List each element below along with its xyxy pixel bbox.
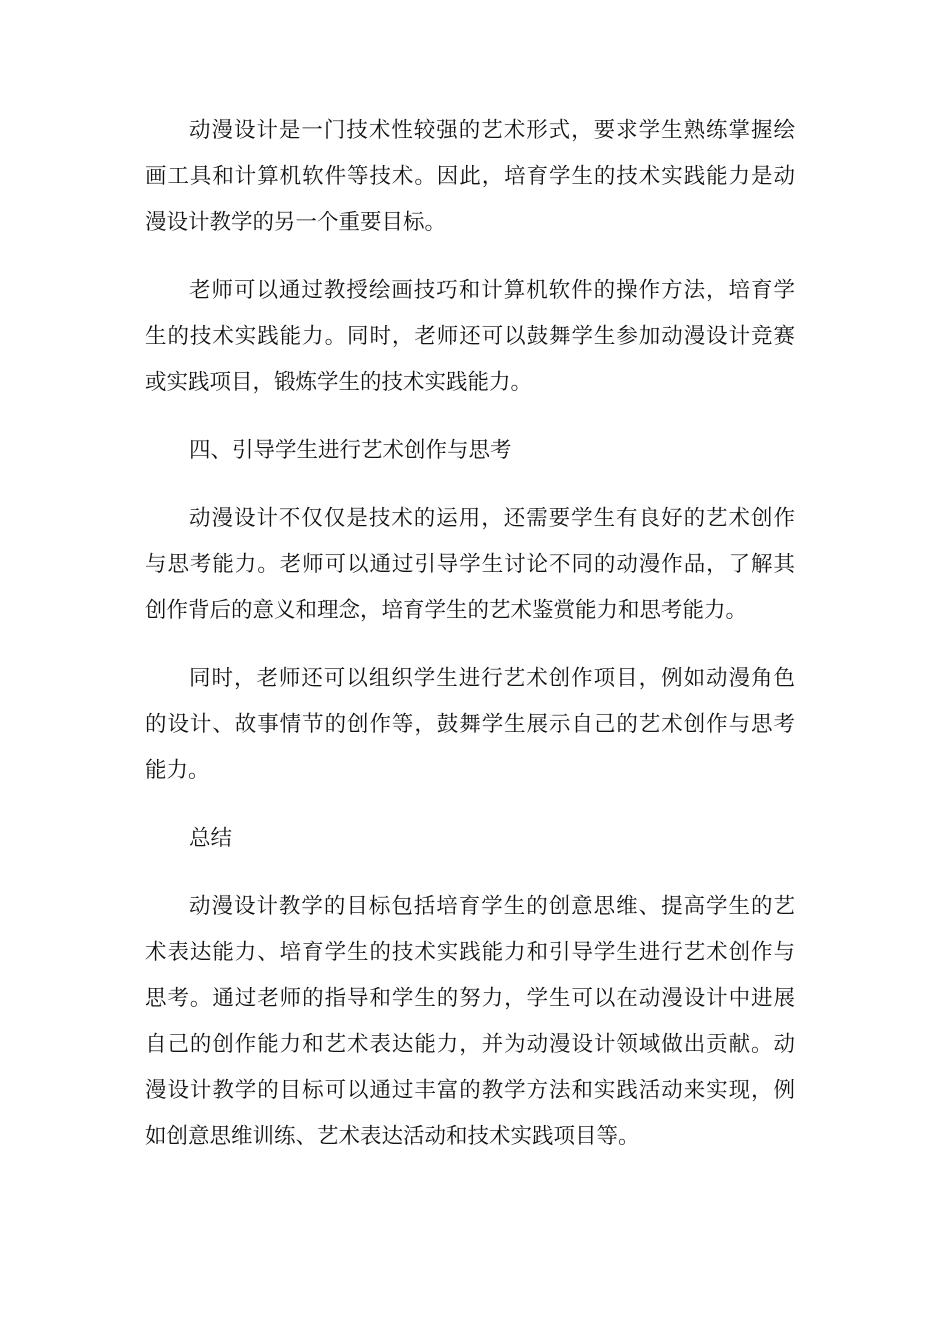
paragraph-line: 思考。通过老师的指导和学生的努力，学生可以在动漫设计中进展 (145, 986, 795, 1011)
paragraph-line: 自己的创作能力和艺术表达能力，并为动漫设计领域做出贡献。动 (145, 1032, 795, 1057)
paragraph-line: 生的技术实践能力。同时，老师还可以鼓舞学生参加动漫设计竞赛 (145, 324, 795, 349)
document-body (145, 108, 795, 1160)
paragraph-line: 创作背后的意义和理念，培育学生的艺术鉴赏能力和思考能力。 (145, 598, 748, 623)
paragraph-gap (145, 406, 795, 428)
heading-line: 四、引导学生进行艺术创作与思考 (189, 438, 512, 463)
paragraph-line: 能力。 (145, 758, 210, 783)
paragraph-line: 与思考能力。老师可以通过引导学生讨论不同的动漫作品，了解其 (145, 552, 795, 577)
section-heading-four (145, 428, 795, 474)
paragraph-gap (145, 794, 795, 816)
heading-line: 总结 (189, 826, 233, 851)
paragraph-line: 术表达能力、培育学生的技术实践能力和引导学生进行艺术创作与 (145, 940, 795, 965)
paragraph-line: 的设计、故事情节的创作等，鼓舞学生展示自己的艺术创作与思考 (145, 712, 795, 737)
paragraph-tech-skill (145, 108, 795, 246)
paragraph-line: 如创意思维训练、艺术表达活动和技术实践项目等。 (145, 1124, 640, 1149)
paragraph-line: 老师可以通过教授绘画技巧和计算机软件的操作方法，培育学 (189, 278, 795, 303)
paragraph-line: 动漫设计教学的目标包括培育学生的创意思维、提高学生的艺 (189, 894, 795, 919)
paragraph-summary (145, 884, 795, 1160)
paragraph-teacher-methods (145, 268, 795, 406)
paragraph-line: 动漫设计是一门技术性较强的艺术形式，要求学生熟练掌握绘 (189, 118, 795, 143)
paragraph-creative-projects (145, 656, 795, 794)
paragraph-line: 动漫设计不仅仅是技术的运用，还需要学生有良好的艺术创作 (189, 506, 795, 531)
paragraph-line: 漫设计教学的另一个重要目标。 (145, 210, 447, 235)
paragraph-line: 漫设计教学的目标可以通过丰富的教学方法和实践活动来实现，例 (145, 1078, 795, 1103)
section-heading-summary (145, 816, 795, 862)
paragraph-gap (145, 246, 795, 268)
paragraph-line: 同时，老师还可以组织学生进行艺术创作项目，例如动漫角色 (189, 666, 795, 691)
paragraph-gap (145, 862, 795, 884)
paragraph-gap (145, 634, 795, 656)
paragraph-gap (145, 474, 795, 496)
paragraph-art-thinking (145, 496, 795, 634)
paragraph-line: 或实践项目，锻炼学生的技术实践能力。 (145, 370, 533, 395)
paragraph-line: 画工具和计算机软件等技术。因此，培育学生的技术实践能力是动 (145, 164, 795, 189)
